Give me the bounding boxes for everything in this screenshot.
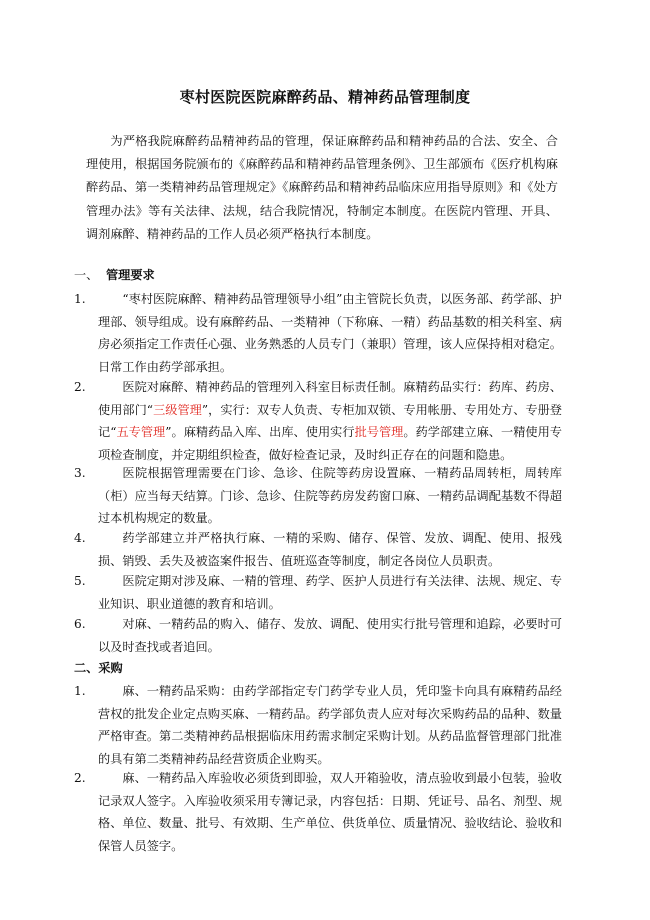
list-item [74, 462, 564, 530]
list-item [74, 613, 564, 658]
list-item [74, 288, 564, 378]
item-text: 麻、一精药品采购：由药学部指定专门药学专业人员，凭印鉴卡向具有麻精药品经营权的批发企业定点购买麻、一精药品。药学部负责人应对每次采购药品的品种、数量严格审查。第二类精神药品根据临床用药需求制定采购计划。从药品监督管理部门批准的具有第二类精神药品经营资质企业购买。 [98, 684, 562, 766]
section-1-heading [74, 266, 155, 283]
item-text: 医院根据管理需要在门诊、急诊、住院等药房设置麻、一精药品周转柜，周转库（柜）应当每天结算。门诊、急诊、住院等药房发药窗口麻、一精药品调配基数不得超过本机构规定的数量。 [98, 466, 562, 526]
item-number: 1. [74, 684, 86, 698]
section-1-number: 一、 [74, 268, 99, 282]
document-title: 枣村医院医院麻醉药品、精神药品管理制度 [179, 88, 471, 106]
list-item [74, 767, 564, 857]
list-item [74, 527, 564, 572]
item-number: 4. [74, 531, 86, 545]
item-number: 3. [74, 466, 86, 480]
item-text-part: ”。麻精药品入库、出库、使用实行 [165, 425, 355, 440]
intro-paragraph: 为严格我院麻醉药品精神药品的管理，保证麻醉药品和精神药品的合法、安全、合理使用，根据国务院颁布的《麻醉药品和精神药品管理条例》、卫生部颁布《医疗机构麻醉药品、第一类精神药品管理规定》《麻醉药品和精神药品临床应用指导原则》和《处方管理办法》等有关法律、法规，结合我院情况，特制定本制度。在医院内管理、开具、调剂麻醉、精神药品的工作人员必须严格执行本制度。 [86, 134, 558, 241]
item-text: 麻、一精药品入库验收必须货到即验，双人开箱验收，清点验收到最小包装，验收记录双人签字。入库验收须采用专簿记录，内容包括：日期、凭证号、品名、剂型、规格、单位、数量、批号、有效期、生产单位、供货单位、质量情况、验收结论、验收和保管人员签字。 [98, 771, 562, 853]
item-number: 6. [74, 617, 86, 631]
item-text-part: 医院对麻醉、精神药品的管理列入科室目标责任制。麻精药品实行：药库、药房、使用部门“ [98, 380, 562, 417]
item-text: 对麻、一精药品的购入、储存、发放、调配、使用实行批号管理和追踪，必要时可以及时查找或者追回。 [98, 617, 562, 654]
section-1-title: 管理要求 [106, 268, 155, 282]
highlight-three-level-management: 三级管理 [153, 402, 202, 417]
item-text-part: 。药学部建立麻、一精使用专项检查制度，并定期组织检查，做好检查记录，及时纠正存在的问题和隐患。 [98, 425, 562, 462]
item-number: 2. [74, 771, 86, 785]
item-text: 药学部建立并严格执行麻、一精的采购、储存、保管、发放、调配、使用、报残损、销毁、丢失及被盗案件报告、值班巡查等制度，制定各岗位人员职责。 [98, 531, 562, 568]
item-text-part: ”，实行：双专人负责、专柜加双锁、专用帐册、专用处方、专册登记“ [98, 402, 562, 440]
highlight-five-special-management: 五专管理 [116, 425, 166, 440]
list-item [74, 570, 564, 615]
item-number: 2. [74, 380, 86, 394]
highlight-batch-number-management: 批号管理 [354, 425, 404, 440]
item-text: 医院定期对涉及麻、一精的管理、药学、医护人员进行有关法律、法规、规定、专业知识、职业道德的教育和培训。 [98, 574, 562, 611]
item-text [98, 376, 562, 466]
item-text: “枣村医院麻醉、精神药品管理领导小组”由主管院长负责，以医务部、药学部、护理部、领导组成。设有麻醉药品、一类精神（下称麻、一精）药品基数的相关科室、病房必须指定工作责任心强、业务熟悉的人员专门（兼职）管理，该人应保持相对稳定。日常工作由药学部承担。 [98, 292, 562, 374]
item-number: 5. [74, 574, 86, 588]
list-item [74, 680, 564, 770]
list-item [74, 376, 564, 466]
section-2-heading: 二、采购 [74, 661, 123, 675]
item-number: 1. [74, 292, 86, 306]
